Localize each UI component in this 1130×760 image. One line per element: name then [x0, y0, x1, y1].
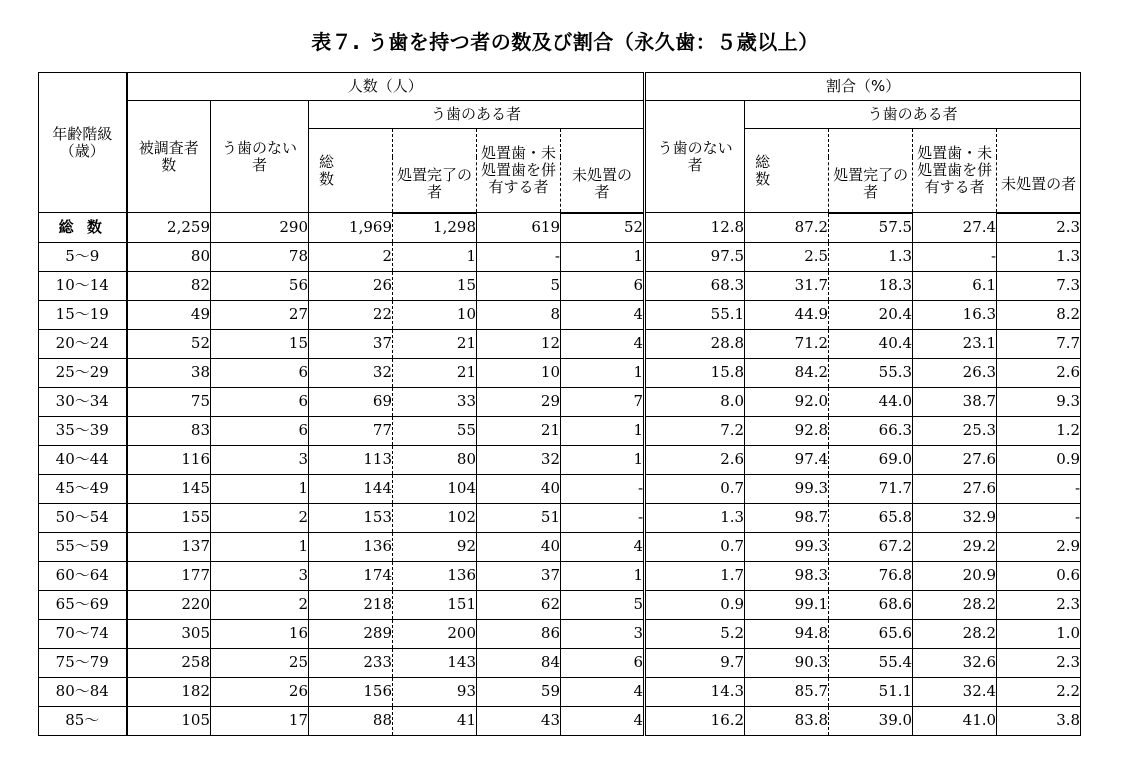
ratio-cell: 87.2: [745, 213, 829, 243]
ratio-cell: 29.2: [913, 532, 997, 561]
ratio-cell: 98.7: [745, 503, 829, 532]
count-cell: 77: [309, 416, 393, 445]
age-class-cell: 55～59: [39, 532, 127, 561]
age-class-cell: 50～54: [39, 503, 127, 532]
ratio-cell: 65.6: [829, 619, 913, 648]
ratio-cell: 99.1: [745, 590, 829, 619]
ratio-cell: 28.8: [645, 329, 745, 358]
header-with-caries: う歯のある者: [309, 101, 645, 129]
ratio-cell: 0.7: [645, 532, 745, 561]
count-cell: 4: [561, 706, 645, 735]
count-cell: 1: [561, 445, 645, 474]
ratio-cell: 9.7: [645, 648, 745, 677]
ratio-cell: 98.3: [745, 561, 829, 590]
ratio-cell: 55.1: [645, 300, 745, 329]
age-class-cell: 20～24: [39, 329, 127, 358]
count-cell: 6: [561, 271, 645, 300]
age-class-cell: 80～84: [39, 677, 127, 706]
count-cell: 290: [211, 213, 309, 243]
count-cell: 200: [393, 619, 477, 648]
count-cell: 156: [309, 677, 393, 706]
count-cell: 82: [127, 271, 211, 300]
table-body: [39, 213, 1081, 736]
count-cell: 92: [393, 532, 477, 561]
count-cell: 105: [127, 706, 211, 735]
ratio-cell: 44.0: [829, 387, 913, 416]
count-cell: 69: [309, 387, 393, 416]
ratio-cell: 1.0: [997, 619, 1081, 648]
table-row: [39, 503, 1081, 532]
ratio-cell: 7.7: [997, 329, 1081, 358]
count-cell: 21: [477, 416, 561, 445]
table-row-total: [39, 213, 1081, 243]
table-row: [39, 619, 1081, 648]
age-class-cell: 10～14: [39, 271, 127, 300]
count-cell: 2: [309, 242, 393, 271]
count-cell: 26: [211, 677, 309, 706]
count-cell: 1: [561, 561, 645, 590]
ratio-cell: 1.3: [997, 242, 1081, 271]
count-cell: 75: [127, 387, 211, 416]
count-cell: 155: [127, 503, 211, 532]
ratio-cell: 68.6: [829, 590, 913, 619]
table-row: [39, 358, 1081, 387]
age-class-cell: 65～69: [39, 590, 127, 619]
ratio-cell: 65.8: [829, 503, 913, 532]
ratio-cell: 97.5: [645, 242, 745, 271]
ratio-cell: 26.3: [913, 358, 997, 387]
ratio-cell: 1.3: [645, 503, 745, 532]
count-cell: 1,969: [309, 213, 393, 243]
ratio-cell: -: [997, 474, 1081, 503]
ratio-cell: 1.3: [829, 242, 913, 271]
count-cell: 40: [477, 532, 561, 561]
count-cell: 5: [561, 590, 645, 619]
ratio-cell: 32.4: [913, 677, 997, 706]
count-cell: 2: [211, 503, 309, 532]
count-cell: 144: [309, 474, 393, 503]
ratio-cell: 16.2: [645, 706, 745, 735]
caries-table: [38, 72, 1081, 736]
ratio-cell: 85.7: [745, 677, 829, 706]
count-cell: 83: [127, 416, 211, 445]
ratio-cell: 31.7: [745, 271, 829, 300]
ratio-cell: 1.7: [645, 561, 745, 590]
count-cell: 137: [127, 532, 211, 561]
ratio-cell: 2.6: [997, 358, 1081, 387]
ratio-cell: 1.2: [997, 416, 1081, 445]
count-cell: 10: [393, 300, 477, 329]
ratio-cell: 69.0: [829, 445, 913, 474]
count-cell: 93: [393, 677, 477, 706]
count-cell: 51: [477, 503, 561, 532]
age-class-cell: 40～44: [39, 445, 127, 474]
ratio-cell: 15.8: [645, 358, 745, 387]
count-cell: 113: [309, 445, 393, 474]
header-ratio-untreated: 未処置の者: [997, 157, 1081, 213]
ratio-cell: 68.3: [645, 271, 745, 300]
count-cell: 52: [561, 213, 645, 243]
table-row: [39, 416, 1081, 445]
ratio-cell: 23.1: [913, 329, 997, 358]
count-cell: 80: [127, 242, 211, 271]
count-cell: 37: [477, 561, 561, 590]
table-row: [39, 474, 1081, 503]
ratio-cell: 40.4: [829, 329, 913, 358]
ratio-cell: 2.9: [997, 532, 1081, 561]
count-cell: 151: [393, 590, 477, 619]
ratio-cell: -: [997, 503, 1081, 532]
header-no-caries: う歯のない者: [211, 101, 309, 213]
ratio-cell: 55.3: [829, 358, 913, 387]
count-cell: 6: [211, 416, 309, 445]
count-cell: 1: [211, 532, 309, 561]
header-mixed: 処置歯・未処置歯を併有する者: [477, 129, 561, 213]
age-class-cell: 35～39: [39, 416, 127, 445]
table-row: [39, 300, 1081, 329]
ratio-cell: 2.3: [997, 648, 1081, 677]
ratio-cell: 94.8: [745, 619, 829, 648]
ratio-cell: 2.3: [997, 590, 1081, 619]
header-ratio-group: 割合（%）: [645, 73, 1081, 101]
count-cell: 258: [127, 648, 211, 677]
age-class-cell: 45～49: [39, 474, 127, 503]
ratio-cell: 71.2: [745, 329, 829, 358]
count-cell: 21: [393, 358, 477, 387]
count-cell: 220: [127, 590, 211, 619]
table-row: [39, 387, 1081, 416]
ratio-cell: 9.3: [997, 387, 1081, 416]
count-cell: 43: [477, 706, 561, 735]
count-cell: 88: [309, 706, 393, 735]
ratio-cell: 0.7: [645, 474, 745, 503]
header-ratio-untreated-top: [997, 129, 1081, 157]
count-cell: 49: [127, 300, 211, 329]
ratio-cell: 71.7: [829, 474, 913, 503]
count-cell: 143: [393, 648, 477, 677]
count-cell: 6: [561, 648, 645, 677]
header-untreated: 未処置の者: [561, 157, 645, 213]
count-cell: 1: [561, 242, 645, 271]
count-cell: 4: [561, 300, 645, 329]
count-cell: 136: [393, 561, 477, 590]
count-cell: 32: [477, 445, 561, 474]
header-total: 総 数: [309, 129, 393, 213]
ratio-cell: 5.2: [645, 619, 745, 648]
count-cell: 78: [211, 242, 309, 271]
ratio-cell: 55.4: [829, 648, 913, 677]
count-cell: 1: [561, 358, 645, 387]
ratio-cell: 3.8: [997, 706, 1081, 735]
count-cell: 1: [561, 416, 645, 445]
count-cell: 619: [477, 213, 561, 243]
count-cell: 218: [309, 590, 393, 619]
table-row: [39, 532, 1081, 561]
ratio-cell: 6.1: [913, 271, 997, 300]
count-cell: 174: [309, 561, 393, 590]
count-cell: 86: [477, 619, 561, 648]
count-cell: -: [477, 242, 561, 271]
age-class-cell: 75～79: [39, 648, 127, 677]
count-cell: 145: [127, 474, 211, 503]
ratio-cell: 51.1: [829, 677, 913, 706]
header-ratio-mixed: 処置歯・未処置歯を併有する者: [913, 129, 997, 213]
ratio-cell: 92.8: [745, 416, 829, 445]
table-row: [39, 590, 1081, 619]
count-cell: 1: [211, 474, 309, 503]
count-cell: 6: [211, 387, 309, 416]
count-cell: 8: [477, 300, 561, 329]
header-ratio-total: 総 数: [745, 129, 829, 213]
header-untreated-top: [561, 129, 645, 157]
count-cell: 62: [477, 590, 561, 619]
count-cell: 12: [477, 329, 561, 358]
count-cell: 1: [393, 242, 477, 271]
table-row: [39, 561, 1081, 590]
ratio-cell: 76.8: [829, 561, 913, 590]
count-cell: 289: [309, 619, 393, 648]
ratio-cell: 39.0: [829, 706, 913, 735]
count-cell: 4: [561, 677, 645, 706]
count-cell: 52: [127, 329, 211, 358]
header-ratio-no-caries: う歯のない者: [645, 101, 745, 213]
count-cell: 102: [393, 503, 477, 532]
count-cell: 59: [477, 677, 561, 706]
header-examined: 被調査者数: [127, 101, 211, 213]
count-cell: 26: [309, 271, 393, 300]
count-cell: 33: [393, 387, 477, 416]
header-ratio-treated-top: [829, 129, 913, 157]
count-cell: 38: [127, 358, 211, 387]
count-cell: 56: [211, 271, 309, 300]
age-class-cell: 15～19: [39, 300, 127, 329]
count-cell: 6: [211, 358, 309, 387]
header-treated: 処置完了の者: [393, 157, 477, 213]
count-cell: 25: [211, 648, 309, 677]
ratio-cell: 90.3: [745, 648, 829, 677]
ratio-cell: 84.2: [745, 358, 829, 387]
count-cell: 15: [211, 329, 309, 358]
count-cell: 32: [309, 358, 393, 387]
count-cell: 17: [211, 706, 309, 735]
ratio-cell: 27.4: [913, 213, 997, 243]
ratio-cell: 28.2: [913, 590, 997, 619]
count-cell: 136: [309, 532, 393, 561]
count-cell: 2,259: [127, 213, 211, 243]
table-row: [39, 706, 1081, 735]
count-cell: 37: [309, 329, 393, 358]
ratio-cell: 16.3: [913, 300, 997, 329]
table-row: [39, 329, 1081, 358]
ratio-cell: 28.2: [913, 619, 997, 648]
ratio-cell: 8.2: [997, 300, 1081, 329]
ratio-cell: 27.6: [913, 445, 997, 474]
count-cell: 1,298: [393, 213, 477, 243]
table-row: [39, 242, 1081, 271]
count-cell: 3: [561, 619, 645, 648]
count-cell: 80: [393, 445, 477, 474]
ratio-cell: 27.6: [913, 474, 997, 503]
ratio-cell: 8.0: [645, 387, 745, 416]
ratio-cell: 99.3: [745, 532, 829, 561]
ratio-cell: 92.0: [745, 387, 829, 416]
ratio-cell: 32.6: [913, 648, 997, 677]
ratio-cell: 7.2: [645, 416, 745, 445]
age-class-cell: 70～74: [39, 619, 127, 648]
count-cell: 305: [127, 619, 211, 648]
age-class-cell: 総 数: [39, 213, 127, 243]
count-cell: 84: [477, 648, 561, 677]
ratio-cell: 83.8: [745, 706, 829, 735]
table-row: [39, 271, 1081, 300]
count-cell: 4: [561, 329, 645, 358]
ratio-cell: 2.6: [645, 445, 745, 474]
age-class-cell: 5～9: [39, 242, 127, 271]
ratio-cell: 67.2: [829, 532, 913, 561]
age-class-cell: 30～34: [39, 387, 127, 416]
ratio-cell: 97.4: [745, 445, 829, 474]
ratio-cell: 2.2: [997, 677, 1081, 706]
header-ratio-treated: 処置完了の者: [829, 157, 913, 213]
count-cell: 104: [393, 474, 477, 503]
ratio-cell: 12.8: [645, 213, 745, 243]
ratio-cell: 99.3: [745, 474, 829, 503]
count-cell: -: [561, 474, 645, 503]
count-cell: 27: [211, 300, 309, 329]
ratio-cell: 41.0: [913, 706, 997, 735]
header-age-class: 年齢階級（歳）: [39, 73, 127, 213]
header-treated-top: [393, 129, 477, 157]
count-cell: 182: [127, 677, 211, 706]
ratio-cell: 32.9: [913, 503, 997, 532]
count-cell: -: [561, 503, 645, 532]
count-cell: 116: [127, 445, 211, 474]
header-count-group: 人数（人）: [127, 73, 645, 101]
ratio-cell: 2.3: [997, 213, 1081, 243]
count-cell: 3: [211, 561, 309, 590]
count-cell: 16: [211, 619, 309, 648]
ratio-cell: 57.5: [829, 213, 913, 243]
ratio-cell: 25.3: [913, 416, 997, 445]
count-cell: 29: [477, 387, 561, 416]
count-cell: 5: [477, 271, 561, 300]
ratio-cell: 38.7: [913, 387, 997, 416]
count-cell: 7: [561, 387, 645, 416]
ratio-cell: 7.3: [997, 271, 1081, 300]
ratio-cell: 0.9: [645, 590, 745, 619]
table-title: 表７. う歯を持つ者の数及び割合（永久歯：５歳以上）: [311, 30, 819, 54]
count-cell: 55: [393, 416, 477, 445]
ratio-cell: 18.3: [829, 271, 913, 300]
count-cell: 22: [309, 300, 393, 329]
ratio-cell: 0.9: [997, 445, 1081, 474]
ratio-cell: 0.6: [997, 561, 1081, 590]
count-cell: 177: [127, 561, 211, 590]
ratio-cell: 2.5: [745, 242, 829, 271]
table-row: [39, 677, 1081, 706]
ratio-cell: 20.9: [913, 561, 997, 590]
count-cell: 40: [477, 474, 561, 503]
count-cell: 41: [393, 706, 477, 735]
age-class-cell: 25～29: [39, 358, 127, 387]
count-cell: 233: [309, 648, 393, 677]
count-cell: 10: [477, 358, 561, 387]
table-row: [39, 648, 1081, 677]
ratio-cell: 44.9: [745, 300, 829, 329]
count-cell: 21: [393, 329, 477, 358]
table-row: [39, 445, 1081, 474]
ratio-cell: 14.3: [645, 677, 745, 706]
count-cell: 3: [211, 445, 309, 474]
count-cell: 15: [393, 271, 477, 300]
ratio-cell: -: [913, 242, 997, 271]
age-class-cell: 60～64: [39, 561, 127, 590]
count-cell: 4: [561, 532, 645, 561]
count-cell: 153: [309, 503, 393, 532]
header-ratio-with-caries: う歯のある者: [745, 101, 1081, 129]
ratio-cell: 20.4: [829, 300, 913, 329]
age-class-cell: 85～: [39, 706, 127, 735]
count-cell: 2: [211, 590, 309, 619]
ratio-cell: 66.3: [829, 416, 913, 445]
